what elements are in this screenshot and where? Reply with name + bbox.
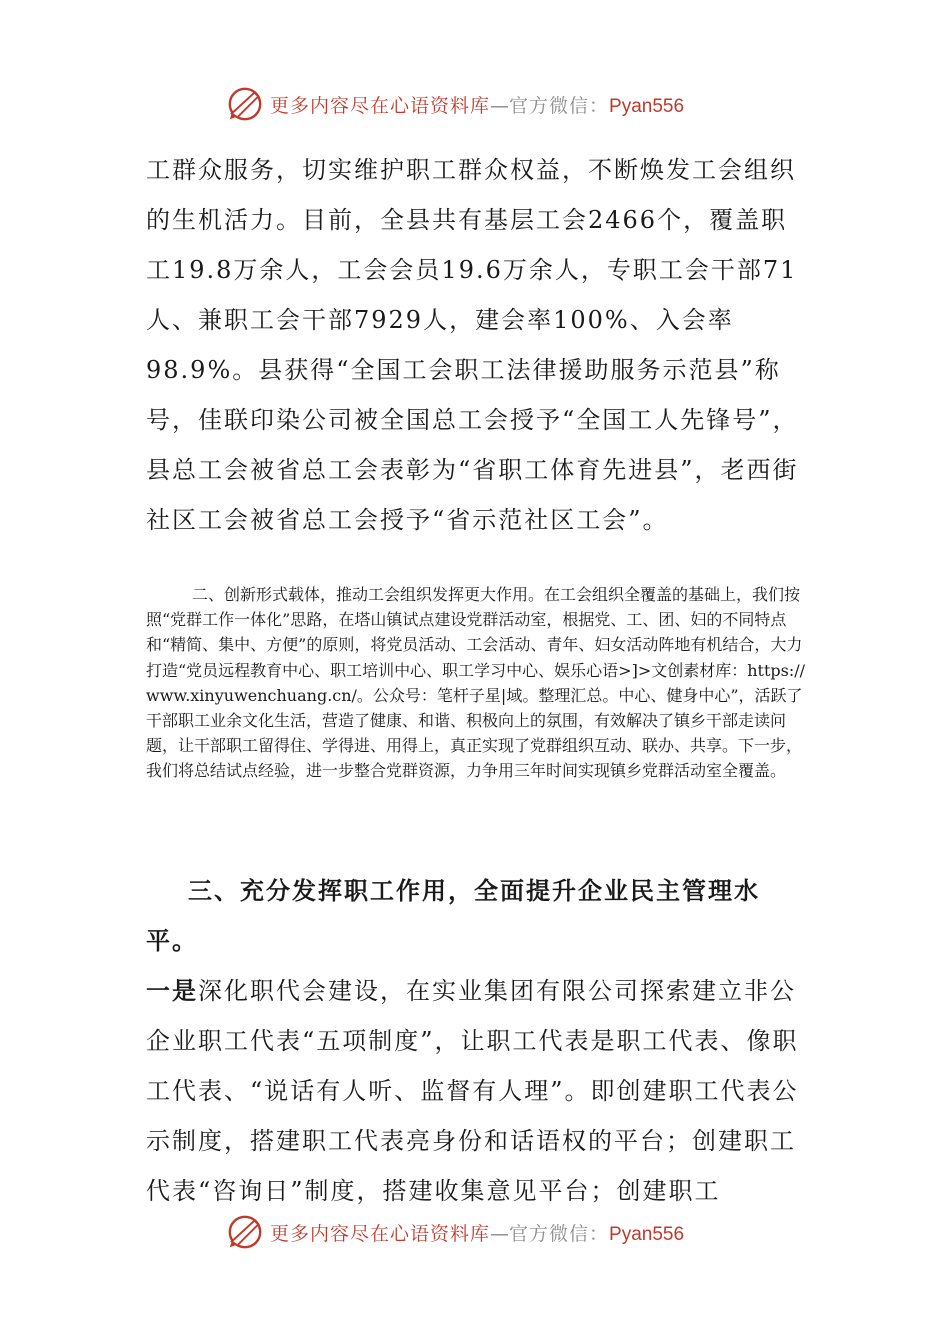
watermark-wechat-id: Pyan556: [609, 95, 685, 117]
section-heading: 三、充分发挥职工作用，全面提升企业民主管理水平。: [146, 877, 760, 955]
body-paragraph-2: 二、创新形式载体，推动工会组织发挥更大作用。在工会组织全覆盖的基础上，我们按照“党群工作一体化”思路，在塔山镇试点建设党群活动室，根据党、工、团、妇的不同特点和“精简、集中、方便”的原则，将党员活动、工会活动、青年、妇女活动阵地有机结合，大力打造“党员远程教育中心、职工培训中心、职工学习中心、娱乐心语>]>文创素材库：https://www.xinyuwenchuang.cn/。公众号：笔杆子星|域。整理汇总。中心、健身中心”，活跃了干部职工业余文化生活，营造了健康、和谐、积极向上的氛围，有效解决了镇乡干部走读问题，让干部职工留得住、学得进、用得上，真正实现了党群组织互动、联办、共享。下一步，我们将总结试点经验，进一步整合党群资源，力争用三年时间实现镇乡党群活动室全覆盖。: [146, 585, 806, 781]
body-paragraph-3: [146, 866, 806, 1216]
watermark-brand: 更多内容尽在心语资料库: [270, 94, 491, 117]
watermark-brand: 更多内容尽在心语资料库: [270, 1222, 491, 1245]
watermark-dash: —: [490, 94, 510, 117]
lead-phrase: 一是: [146, 977, 198, 1005]
watermark-wechat-label: 官方微信：: [509, 94, 610, 117]
watermark-dash: —: [490, 1222, 510, 1245]
section-body: 深化职代会建设，在实业集团有限公司探索建立非公企业职工代表“五项制度”，让职工代表是职工代表、像职工代表、“说话有人听、监督有人理”。即创建职工代表公示制度，搭建职工代表亮身份和话语权的平台；创建职工代表“咨询日”制度，搭建收集意见平台；创建职工: [146, 977, 799, 1205]
watermark-text: [270, 91, 684, 118]
pen-logo-icon: [226, 85, 264, 123]
header-watermark: [226, 82, 746, 126]
pen-logo-icon: [226, 1213, 264, 1251]
footer-watermark: [226, 1210, 746, 1254]
watermark-wechat-id: Pyan556: [609, 1223, 685, 1245]
body-paragraph-1: 工群众服务，切实维护职工群众权益，不断焕发工会组织的生机活力。目前，全县共有基层工会2466个，覆盖职工19.8万余人，工会会员19.6万余人，专职工会干部71人、兼职工会干部7929人，建会率100%、入会率98.9%。县获得“全国工会职工法律援助服务示范县”称号，佳联印染公司被全国总工会授予“全国工人先锋号”，县总工会被省总工会表彰为“省职工体育先进县”，老西街社区工会被省总工会授予“省示范社区工会”。: [146, 156, 799, 534]
watermark-text: [270, 1219, 684, 1246]
watermark-wechat-label: 官方微信：: [509, 1222, 610, 1245]
